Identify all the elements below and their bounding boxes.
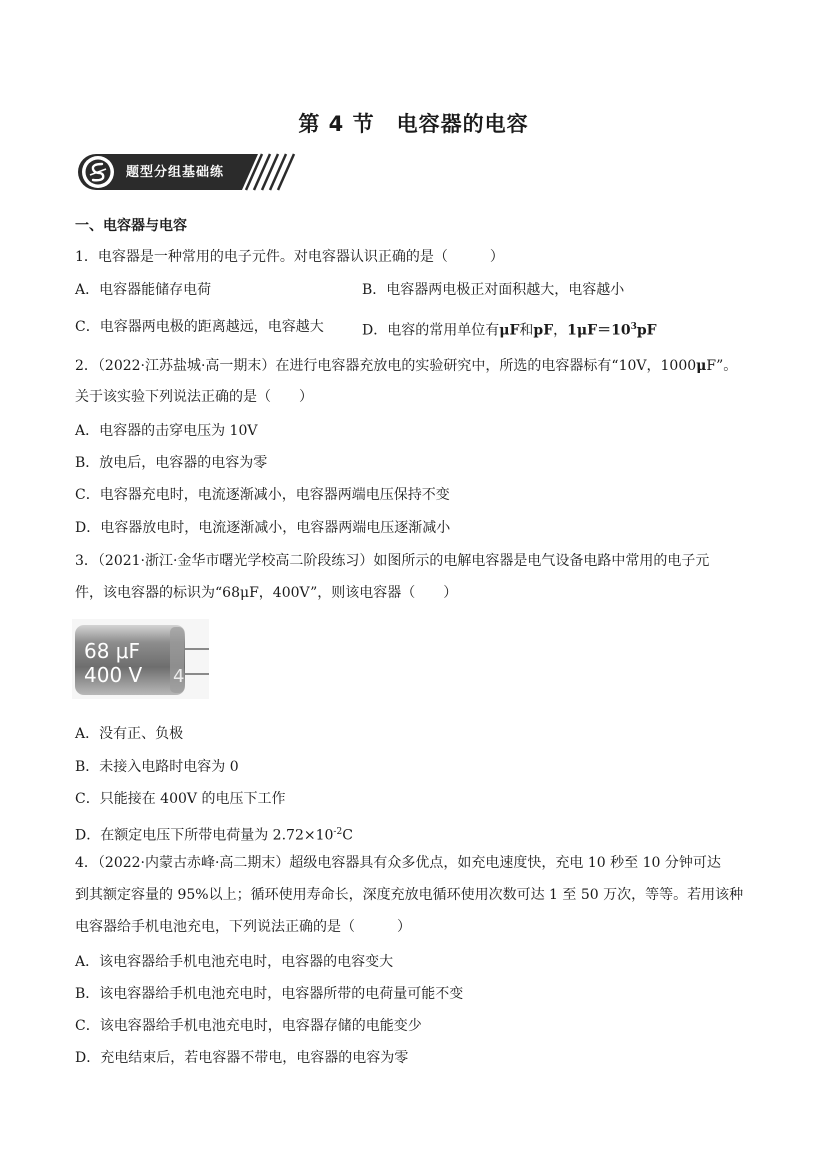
q1-d-comma: ， — [553, 322, 568, 339]
q1-stem: 1．电容器是一种常用的电子元件。对电容器认识正确的是（ ） — [75, 249, 504, 265]
q4-option-a: A．该电容器给手机电池充电时，电容器的电容变大 — [75, 954, 394, 970]
q2-stem-line2: 关于该实验下列说法正确的是（ ） — [75, 389, 313, 405]
q3-d-prefix: D．在额定电压下所带电荷量为 2.72×10 — [75, 827, 334, 844]
q4-option-b: B．该电容器给手机电池充电时，电容器所带的电荷量可能不变 — [75, 986, 464, 1002]
q4-option-c: C．该电容器给手机电池充电时，电容器存储的电能变少 — [75, 1018, 422, 1034]
capacitor-label-capacitance: 68 μF — [84, 639, 141, 663]
section-banner — [76, 150, 298, 194]
q1-d-unit2: pF — [533, 322, 554, 339]
capacitor-image — [72, 619, 209, 699]
q2-option-d: D．电容器放电时，电流逐渐减小，电容器两端电压逐渐减小 — [75, 520, 451, 536]
q2-option-c: C．电容器充电时，电流逐渐减小，电容器两端电压保持不变 — [75, 487, 450, 503]
q1-d-and: 和 — [519, 322, 534, 339]
banner-label: 题型分组基础练 — [126, 165, 225, 180]
q4-stem-line1: 4．（2022·内蒙古赤峰·高二期末）超级电容器具有众多优点，如充电速度快，充电 10 秒至 10 分钟可达 — [75, 855, 721, 871]
q1-option-d — [362, 317, 657, 341]
q4-option-d: D．充电结束后，若电容器不带电，电容器的电容为零 — [75, 1050, 409, 1066]
page-title: 第 4 节 电容器的电容 — [298, 112, 529, 136]
q3-option-a: A．没有正、负极 — [75, 726, 184, 742]
capacitor-side-mark: 4 — [173, 666, 185, 687]
q2-option-a: A．电容器的击穿电压为 10V — [75, 423, 258, 439]
q1-d-unit1: μF — [499, 322, 520, 339]
q3-d-suffix: C — [342, 827, 353, 844]
q4-stem-line2: 到其额定容量的 95%以上；循环使用寿命长，深度充放电循环使用次数可达 1 至 50 万次，等等。若用该种 — [75, 887, 744, 903]
capacitor-graphic — [72, 619, 209, 699]
capacitor-label-voltage: 400 V — [84, 663, 143, 687]
q2-stem-line1 — [75, 356, 737, 376]
q1-d-exp: 3 — [630, 322, 637, 332]
q2-stem1-end: F”。 — [706, 358, 738, 374]
q1-d-rel-left: 1μF＝10 — [567, 322, 631, 339]
q4-stem-line3: 电容器给手机电池充电，下列说法正确的是（ ） — [75, 919, 411, 935]
q2-stem1: 2．（2022·江苏盐城·高一期末）在进行电容器充放电的实验研究中，所选的电容器标有“10V，1000 — [75, 358, 697, 374]
q3-stem-line2: 件，该电容器的标识为“68μF，400V”，则该电容器（ ） — [75, 585, 458, 601]
q3-option-d — [75, 822, 353, 846]
section-heading: 一、电容器与电容 — [75, 218, 187, 234]
q3-option-b: B．未接入电路时电容为 0 — [75, 759, 239, 775]
q1-option-c: C．电容器两电极的距离越远，电容越大 — [75, 319, 324, 335]
q3-d-exp: -2 — [333, 827, 343, 837]
q3-option-c: C．只能接在 400V 的电压下工作 — [75, 791, 286, 807]
q1-d-prefix: D．电容的常用单位有 — [362, 322, 500, 339]
q2-option-b: B．放电后，电容器的电容为零 — [75, 455, 268, 471]
q1-option-b: B．电容器两电极正对面积越大，电容越小 — [362, 282, 625, 298]
q2-stem1-unit: μ — [696, 358, 707, 374]
q1-d-rel-right: pF — [636, 322, 657, 339]
q3-stem-line1: 3．（2021·浙江·金华市曙光学校高二阶段练习）如图所示的电解电容器是电气设备电路中常用的电子元 — [75, 553, 710, 569]
q1-option-a: A．电容器能储存电荷 — [75, 282, 212, 298]
